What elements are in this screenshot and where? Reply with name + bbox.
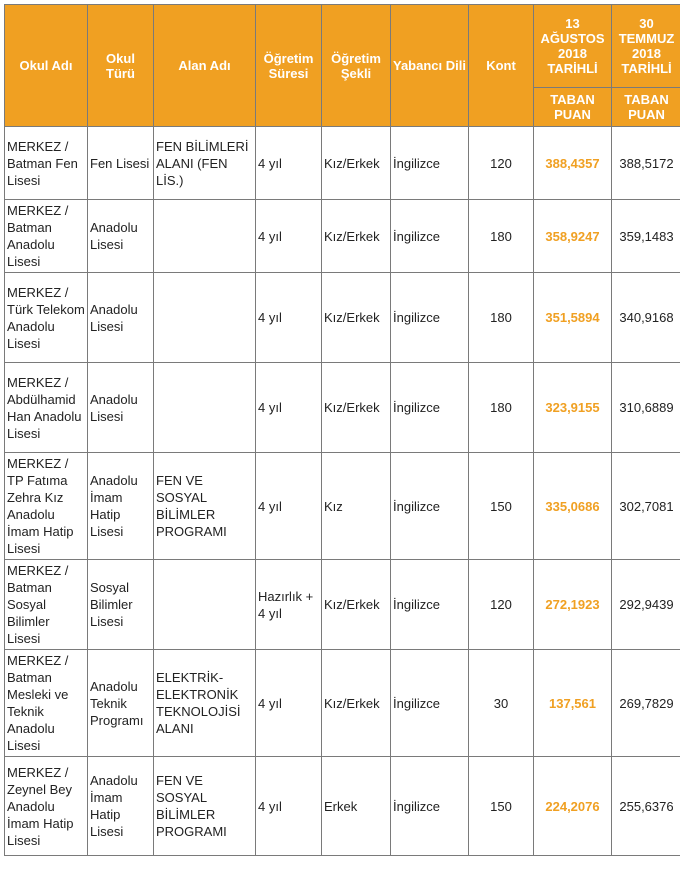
table-body: [5, 127, 680, 856]
taban-puan-july-cell: 269,7829: [612, 650, 680, 757]
taban-puan-august-cell: 335,0686: [534, 453, 612, 560]
okul-turu-cell: Anadolu Lisesi: [88, 273, 154, 363]
table-row: [5, 363, 680, 453]
table-row: [5, 650, 680, 757]
header-okul-turu: Okul Türü: [88, 5, 154, 127]
kont-cell: 180: [469, 200, 534, 273]
yabanci-dili-cell: İngilizce: [391, 650, 469, 757]
ogretim-suresi-cell: 4 yıl: [256, 757, 322, 856]
ogretim-sekli-cell: Kız/Erkek: [322, 650, 391, 757]
taban-puan-july-cell: 388,5172: [612, 127, 680, 200]
taban-puan-july-cell: 292,9439: [612, 560, 680, 650]
ogretim-sekli-cell: Erkek: [322, 757, 391, 856]
ogretim-sekli-cell: Kız/Erkek: [322, 200, 391, 273]
table-row: [5, 757, 680, 856]
okul-turu-cell: Anadolu İmam Hatip Lisesi: [88, 453, 154, 560]
yabanci-dili-cell: İngilizce: [391, 560, 469, 650]
header-taban-puan-august: TABAN PUAN: [534, 88, 612, 127]
header-date-july: 30 TEMMUZ 2018 TARİHLİ: [612, 5, 680, 88]
header-ogretim-suresi: Öğretim Süresi: [256, 5, 322, 127]
header-yabanci-dili: Yabancı Dili: [391, 5, 469, 127]
kont-cell: 180: [469, 273, 534, 363]
taban-puan-july-cell: 340,9168: [612, 273, 680, 363]
alan-adi-cell: [154, 273, 256, 363]
yabanci-dili-cell: İngilizce: [391, 757, 469, 856]
ogretim-sekli-cell: Kız/Erkek: [322, 560, 391, 650]
kont-cell: 180: [469, 363, 534, 453]
ogretim-sekli-cell: Kız/Erkek: [322, 363, 391, 453]
header-taban-puan-july: TABAN PUAN: [612, 88, 680, 127]
taban-puan-july-cell: 359,1483: [612, 200, 680, 273]
ogretim-suresi-cell: 4 yıl: [256, 273, 322, 363]
kont-cell: 120: [469, 560, 534, 650]
yabanci-dili-cell: İngilizce: [391, 200, 469, 273]
taban-puan-august-cell: 351,5894: [534, 273, 612, 363]
kont-cell: 30: [469, 650, 534, 757]
kont-cell: 150: [469, 757, 534, 856]
okul-adi-cell: MERKEZ / Batman Fen Lisesi: [5, 127, 88, 200]
header-ogretim-sekli: Öğretim Şekli: [322, 5, 391, 127]
table-row: [5, 453, 680, 560]
yabanci-dili-cell: İngilizce: [391, 127, 469, 200]
ogretim-suresi-cell: 4 yıl: [256, 650, 322, 757]
alan-adi-cell: FEN VE SOSYAL BİLİMLER PROGRAMI: [154, 757, 256, 856]
header-date-august: 13 AĞUSTOS 2018 TARİHLİ: [534, 5, 612, 88]
ogretim-sekli-cell: Kız: [322, 453, 391, 560]
alan-adi-cell: FEN BİLİMLERİ ALANI (FEN LİS.): [154, 127, 256, 200]
header-kont: Kont: [469, 5, 534, 127]
yabanci-dili-cell: İngilizce: [391, 453, 469, 560]
ogretim-suresi-cell: 4 yıl: [256, 127, 322, 200]
table-row: [5, 560, 680, 650]
okul-turu-cell: Anadolu Lisesi: [88, 363, 154, 453]
taban-puan-august-cell: 358,9247: [534, 200, 612, 273]
kont-cell: 120: [469, 127, 534, 200]
alan-adi-cell: [154, 363, 256, 453]
ogretim-suresi-cell: 4 yıl: [256, 363, 322, 453]
header-okul-adi: Okul Adı: [5, 5, 88, 127]
ogretim-suresi-cell: 4 yıl: [256, 200, 322, 273]
okul-adi-cell: MERKEZ / Batman Mesleki ve Teknik Anadolu Lisesi: [5, 650, 88, 757]
yabanci-dili-cell: İngilizce: [391, 273, 469, 363]
okul-turu-cell: Fen Lisesi: [88, 127, 154, 200]
taban-puan-july-cell: 302,7081: [612, 453, 680, 560]
taban-puan-august-cell: 224,2076: [534, 757, 612, 856]
okul-adi-cell: MERKEZ / TP Fatıma Zehra Kız Anadolu İmam Hatip Lisesi: [5, 453, 88, 560]
table-row: [5, 200, 680, 273]
alan-adi-cell: [154, 560, 256, 650]
taban-puan-august-cell: 388,4357: [534, 127, 612, 200]
table-row: [5, 127, 680, 200]
okul-turu-cell: Sosyal Bilimler Lisesi: [88, 560, 154, 650]
taban-puan-august-cell: 137,561: [534, 650, 612, 757]
taban-puan-july-cell: 310,6889: [612, 363, 680, 453]
yabanci-dili-cell: İngilizce: [391, 363, 469, 453]
header-alan-adi: Alan Adı: [154, 5, 256, 127]
taban-puan-august-cell: 272,1923: [534, 560, 612, 650]
ogretim-sekli-cell: Kız/Erkek: [322, 273, 391, 363]
taban-puan-july-cell: 255,6376: [612, 757, 680, 856]
ogretim-sekli-cell: Kız/Erkek: [322, 127, 391, 200]
taban-puan-august-cell: 323,9155: [534, 363, 612, 453]
ogretim-suresi-cell: 4 yıl: [256, 453, 322, 560]
okul-adi-cell: MERKEZ / Batman Anadolu Lisesi: [5, 200, 88, 273]
alan-adi-cell: ELEKTRİK-ELEKTRONİK TEKNOLOJİSİ ALANI: [154, 650, 256, 757]
okul-adi-cell: MERKEZ / Zeynel Bey Anadolu İmam Hatip Lisesi: [5, 757, 88, 856]
okul-turu-cell: Anadolu Teknik Programı: [88, 650, 154, 757]
alan-adi-cell: [154, 200, 256, 273]
okul-turu-cell: Anadolu İmam Hatip Lisesi: [88, 757, 154, 856]
okul-adi-cell: MERKEZ / Abdülhamid Han Anadolu Lisesi: [5, 363, 88, 453]
table-row: [5, 273, 680, 363]
okul-turu-cell: Anadolu Lisesi: [88, 200, 154, 273]
alan-adi-cell: FEN VE SOSYAL BİLİMLER PROGRAMI: [154, 453, 256, 560]
okul-adi-cell: MERKEZ / Batman Sosyal Bilimler Lisesi: [5, 560, 88, 650]
taban-puan-table: [4, 4, 680, 856]
okul-adi-cell: MERKEZ / Türk Telekom Anadolu Lisesi: [5, 273, 88, 363]
ogretim-suresi-cell: Hazırlık + 4 yıl: [256, 560, 322, 650]
kont-cell: 150: [469, 453, 534, 560]
